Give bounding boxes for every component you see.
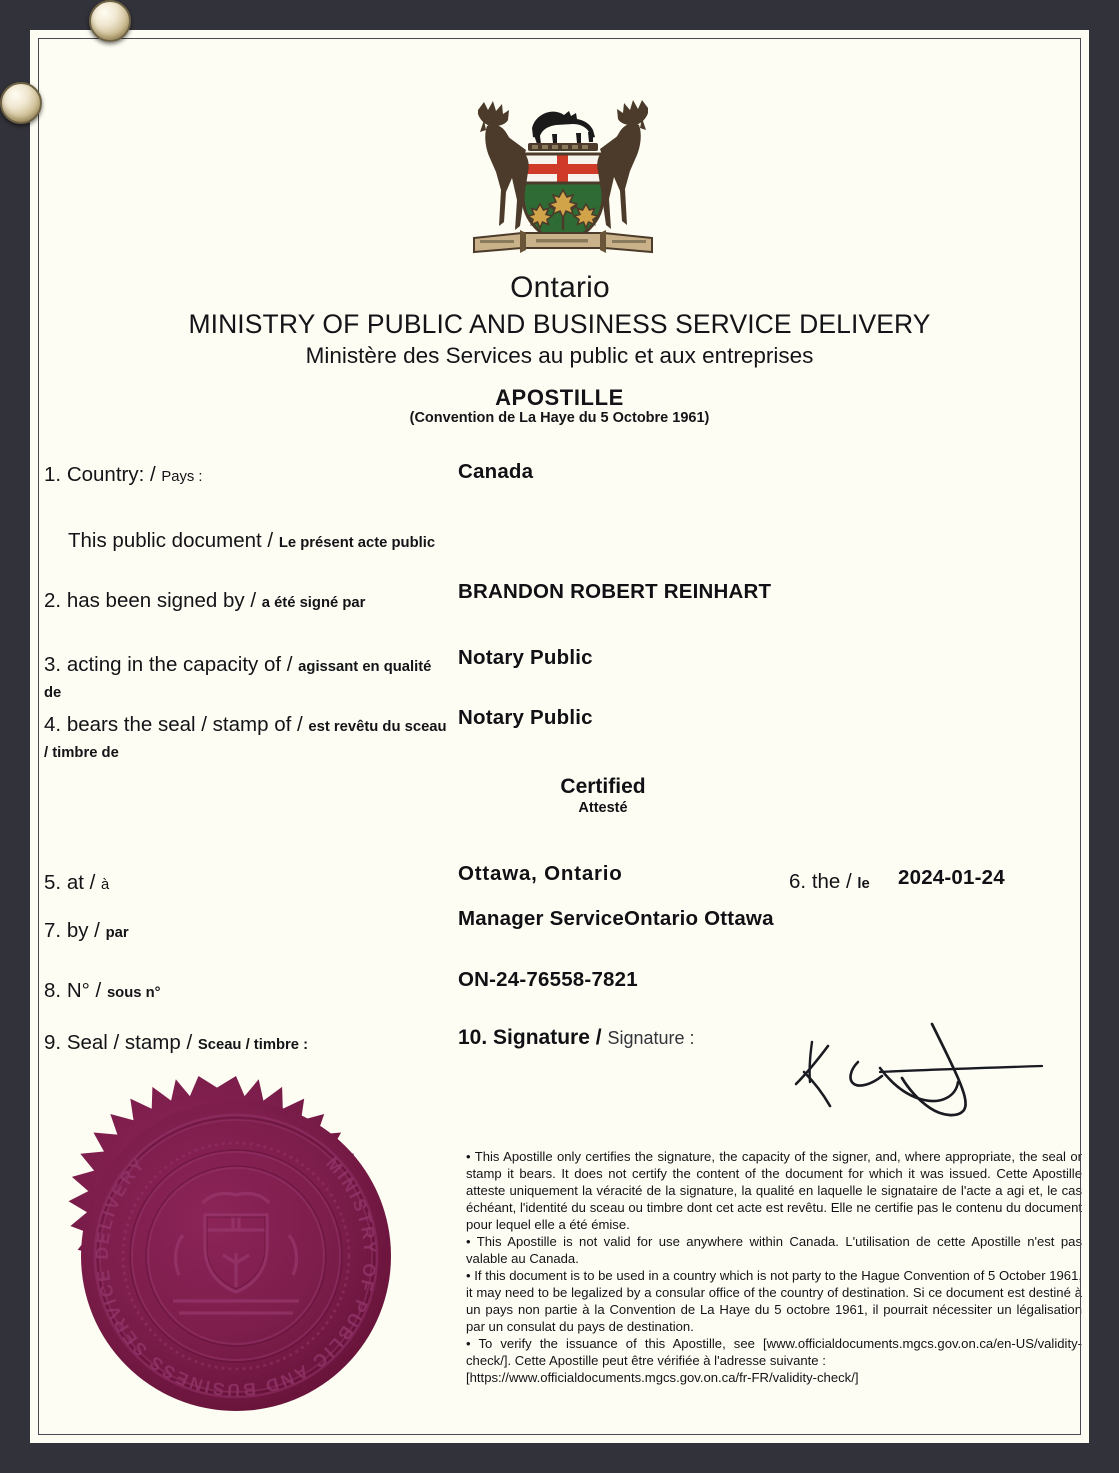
field-6-date-label: 6. the / le	[789, 870, 870, 893]
field-1-label-fr: Pays :	[161, 469, 203, 485]
motto-banner	[474, 230, 652, 253]
field-7-by-label: 7. by / par	[44, 919, 129, 942]
field-6-number: 6.	[789, 870, 807, 893]
shield-icon	[523, 154, 603, 244]
convention-reference: (Convention de La Haye du 5 Octobre 1961)	[409, 410, 710, 426]
field-1-number: 1.	[44, 463, 62, 486]
page-title: APOSTILLE	[495, 385, 624, 410]
disclaimer-bullet-3: • If this document is to be used in a country which is not party to the Hague Convention of 5 October 1961, it may need to be legalized by a consular office of the country of destination. Si ce document est destiné à un pays non partie à la Convention de La Haye du 5 octobre 1961, il pourrait nécessiter un légalisation par un consulat du pays de destination.	[466, 1268, 1082, 1335]
handwritten-signature	[780, 1022, 1080, 1152]
binding-rivet-top	[89, 0, 131, 42]
field-10-label-en: Signature	[493, 1026, 590, 1049]
disclaimer-bullet-4: • To verify the issuance of this Apostille, see [www.officialdocuments.mgcs.gov.on.ca/en-US/validity-check/]. Cette Apostille peut être vérifiée à l'adresse suivante :	[466, 1336, 1082, 1369]
disclaimer-bullet-2: • This Apostille is not valid for use anywhere within Canada. L'utilisation de cette Apostille n'est pas valable au Canada.	[466, 1234, 1082, 1267]
disclaimer-notes	[466, 1148, 1082, 1386]
field-4-label-en: bears the seal / stamp of	[66, 713, 292, 736]
field-8-label-en: N°	[66, 979, 90, 1002]
field-5-label-en: at	[66, 871, 84, 894]
field-7-by-value: Manager ServiceOntario Ottawa	[458, 907, 774, 930]
field-8-number-value: ON-24-76558-7821	[458, 968, 638, 991]
field-9-label-fr: Sceau / timbre :	[197, 1037, 309, 1053]
certified-label-fr: Attesté	[578, 800, 628, 816]
field-10-signature-label: 10. Signature / Signature :	[458, 1026, 695, 1049]
field-2-signed-by-value: BRANDON ROBERT REINHART	[458, 580, 772, 603]
field-3-capacity-value: Notary Public	[458, 646, 593, 669]
field-6-label-fr: le	[857, 876, 870, 892]
certified-label-en: Certified	[560, 775, 646, 798]
ontario-coat-of-arms	[455, 80, 665, 305]
field-4-seal-of-value: Notary Public	[458, 706, 593, 729]
field-7-label-fr: par	[105, 925, 129, 941]
field-10-label-fr: Signature :	[607, 1028, 695, 1048]
field-5-label-fr: à	[101, 877, 110, 893]
embossed-ministry-seal	[55, 1075, 417, 1437]
field-4-number: 4.	[44, 713, 62, 736]
field-7-number: 7.	[44, 919, 62, 942]
field-8-number-label: 8. N° / sous n°	[44, 979, 161, 1002]
field-1-country-value: Canada	[458, 460, 534, 483]
bear-crest-icon	[532, 111, 595, 144]
field-6-date-value: 2024-01-24	[898, 866, 1005, 889]
seal-ring-text: MINISTRY OF PUBLIC AND BUSINESS SERVICE DELIVERY	[91, 1153, 381, 1401]
field-1-country-label: 1. Country: / Pays :	[44, 463, 203, 486]
field-2-label-fr: a été signé par	[261, 595, 366, 611]
field-3-label-fr: agissant en qualité de	[44, 659, 432, 701]
field-5-at-label: 5. at / à	[44, 871, 110, 894]
field-1-label-en: Country:	[66, 463, 145, 486]
field-8-label-fr: sous n°	[106, 985, 161, 1001]
field-9-seal-stamp-label: 9. Seal / stamp / Sceau / timbre :	[44, 1031, 309, 1054]
public-document-label: This public document / Le présent acte public	[68, 529, 436, 552]
field-5-number: 5.	[44, 871, 62, 894]
field-2-label-en: has been signed by	[66, 589, 245, 612]
disclaimer-verification-url-fr: [https://www.officialdocuments.mgcs.gov.on.ca/fr-FR/validity-check/]	[466, 1370, 859, 1386]
field-2-number: 2.	[44, 589, 62, 612]
field-5-at-value: Ottawa, Ontario	[458, 862, 623, 885]
field-4-seal-of-label: 4. bears the seal / stamp of / est revêtu du sceau / timbre de	[44, 713, 447, 761]
field-3-number: 3.	[44, 653, 62, 676]
field-7-label-en: by	[66, 919, 89, 942]
field-10-number: 10.	[458, 1026, 488, 1049]
binding-rivet-left	[0, 82, 42, 124]
public-document-label-en: This public document	[68, 529, 262, 552]
field-6-label-en: the	[811, 870, 841, 893]
ontario-wordmark: Ontario	[510, 271, 610, 304]
field-3-capacity-label: 3. acting in the capacity of / agissant en qualité de	[44, 653, 432, 701]
field-9-label-en: Seal / stamp	[66, 1031, 181, 1054]
field-2-signed-by-label: 2. has been signed by / a été signé par	[44, 589, 366, 612]
moose-supporter-icon	[478, 101, 529, 230]
field-4-label-fr: est revêtu du sceau / timbre de	[44, 719, 447, 761]
deer-supporter-icon	[597, 100, 648, 229]
disclaimer-bullet-1: • This Apostille only certifies the signature, the capacity of the signer, and, where appropriate, the seal or stamp it bears. It does not certify the content of the document for which it was issued. Cette Apostille atteste uniquement la véracité de la signature, la qualité en laquelle le signataire de l'acte a agi et, le cas échéant, l'identité du sceau ou timbre dont cet acte est revêtu. Elle ne certifie pas le contenu du document pour lequel elle a été émise.	[466, 1149, 1082, 1233]
public-document-label-fr: Le présent acte public	[278, 535, 436, 551]
ministry-name-en: MINISTRY OF PUBLIC AND BUSINESS SERVICE DELIVERY	[188, 309, 931, 339]
ministry-name-fr: Ministère des Services au public et aux entreprises	[305, 343, 814, 368]
field-3-label-en: acting in the capacity of	[66, 653, 282, 676]
field-8-number: 8.	[44, 979, 62, 1002]
field-9-number: 9.	[44, 1031, 62, 1054]
coat-of-arms-icon	[460, 80, 660, 270]
